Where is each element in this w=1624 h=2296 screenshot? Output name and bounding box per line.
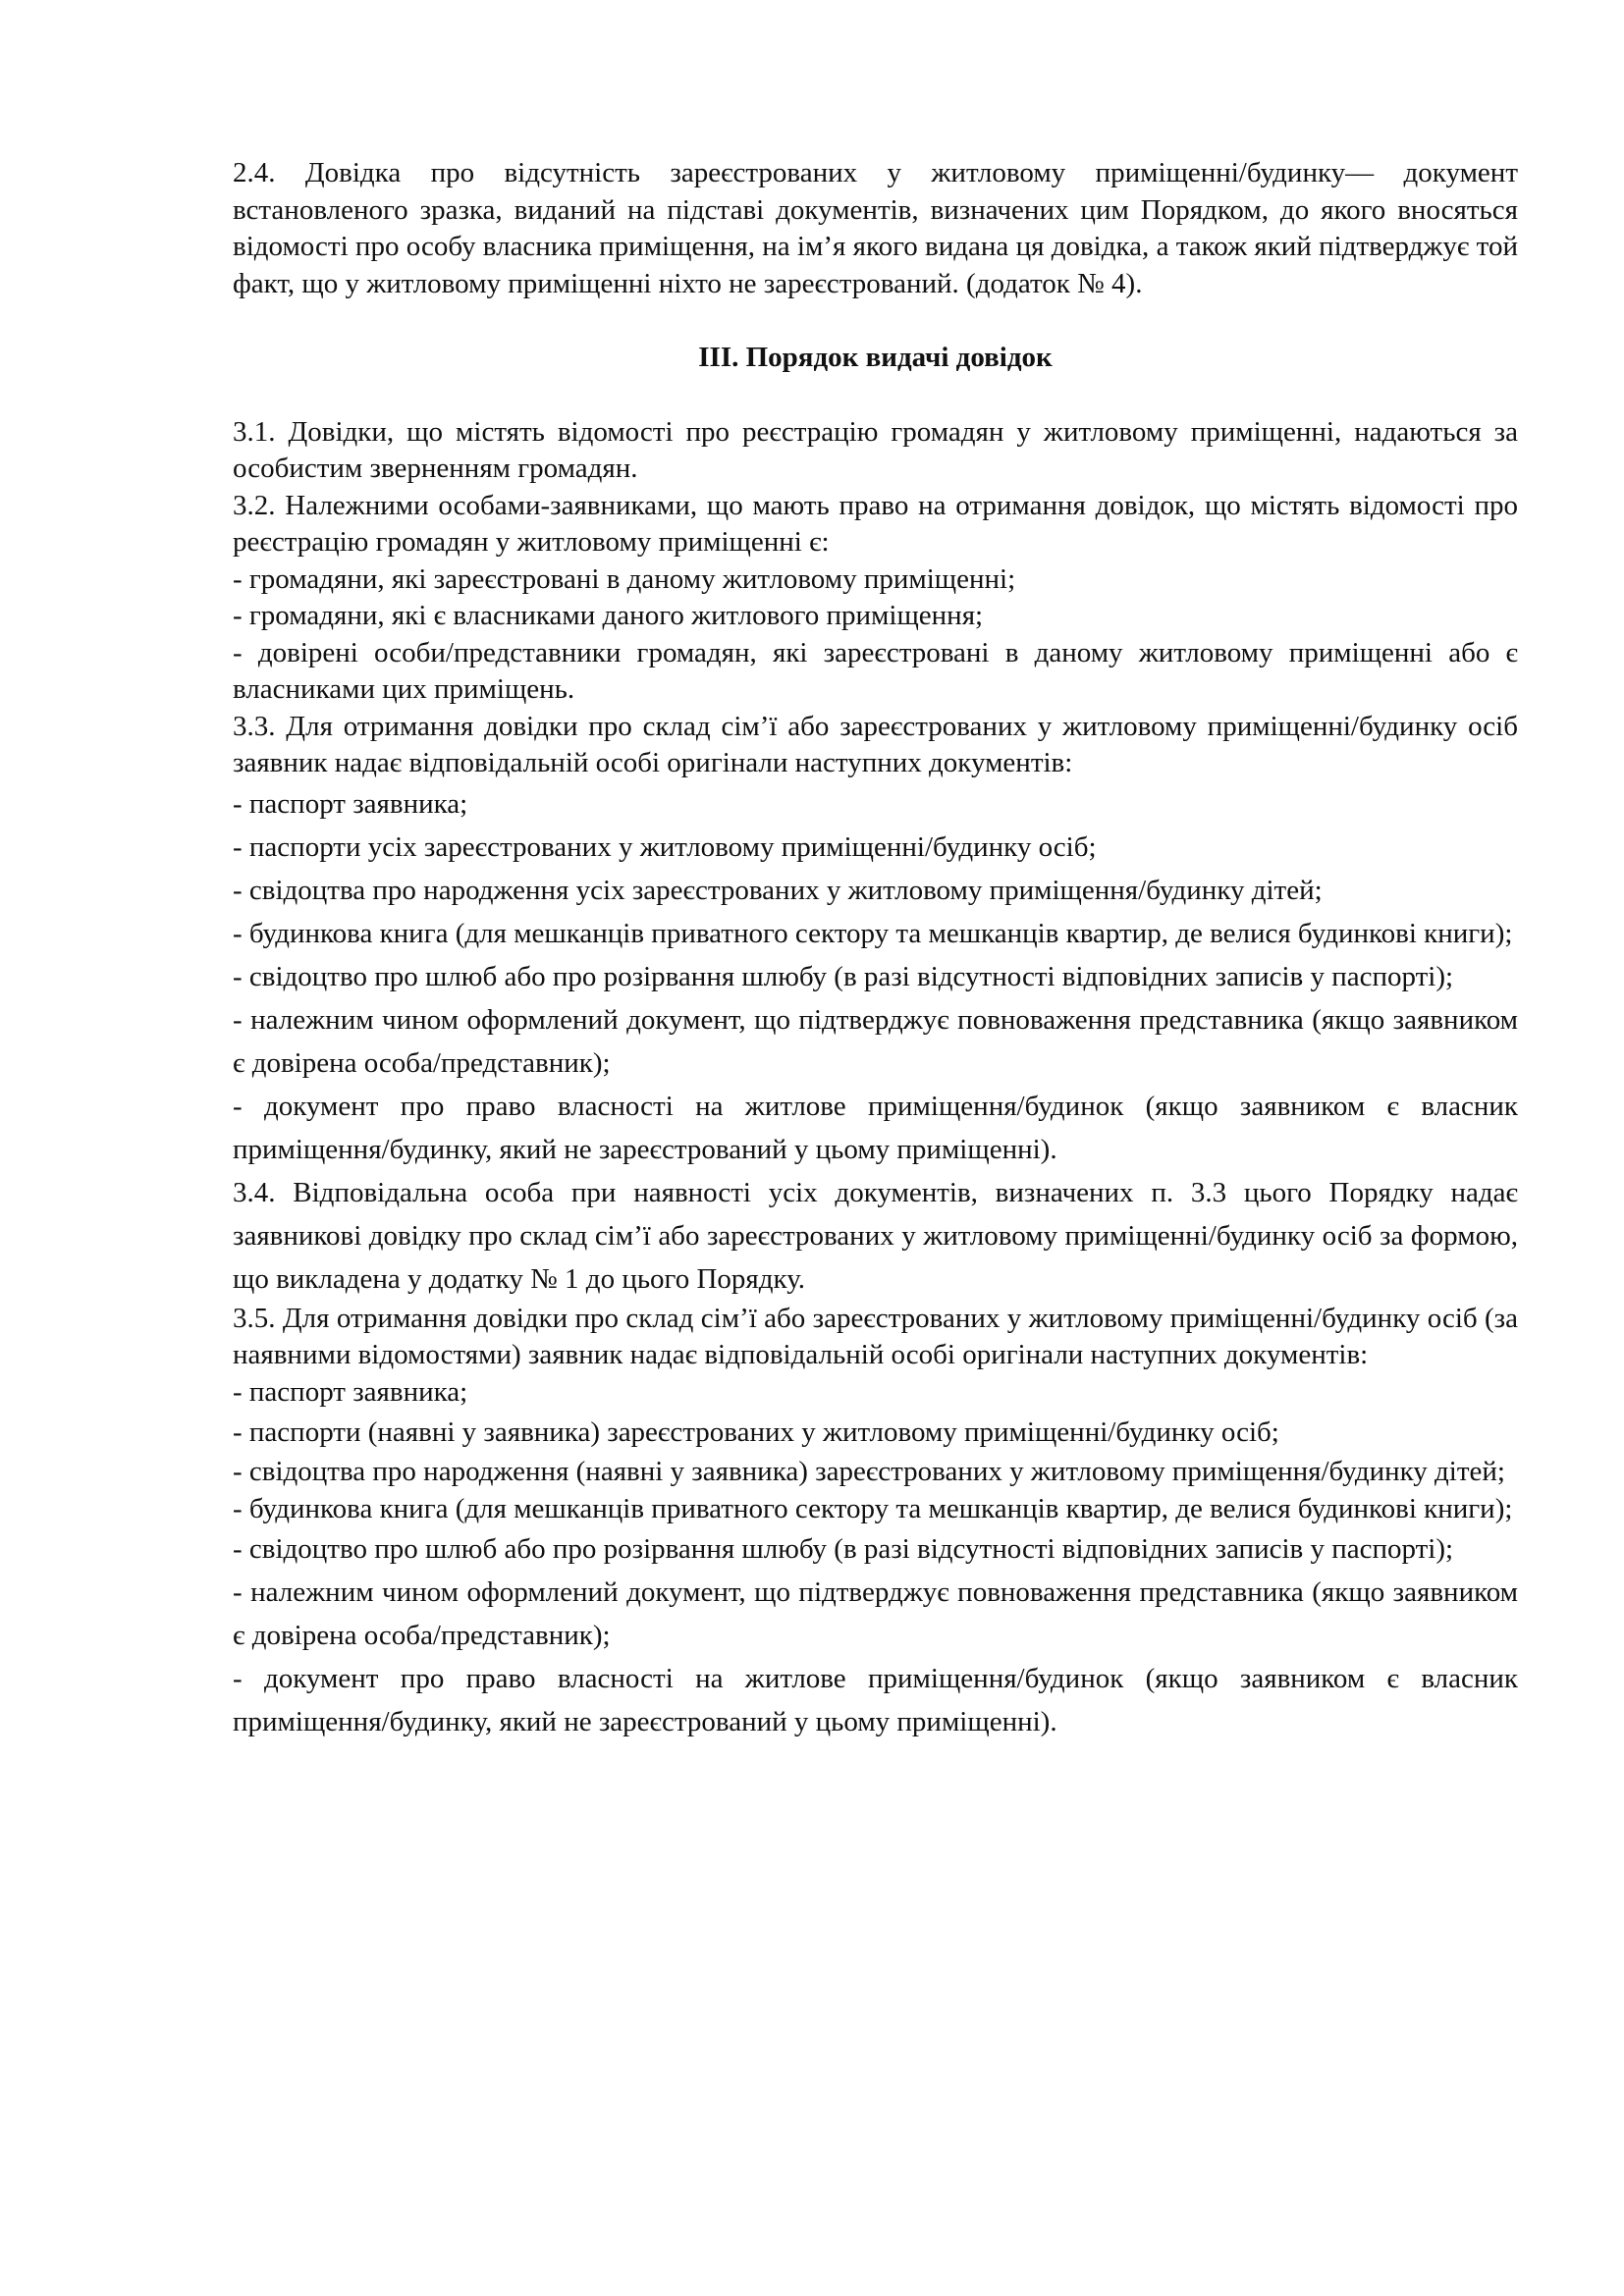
- paragraph-3-2: 3.2. Належними особами-заявниками, що мають право на отримання довідок, що містять відомості про реєстрацію громадян у житловому приміщенні є:: [233, 489, 1518, 558]
- paragraph-3-1: 3.1. Довідки, що містять відомості про реєстрацію громадян у житловому приміщенні, надаються за особистим зверненням громадян.: [233, 415, 1518, 484]
- paragraph-2-4: 2.4. Довідка про відсутність зареєстрованих у житловому приміщенні/будинку— документ встановленого зразка, виданий на підставі документів, визначених цим Порядком, до якого вносяться відомості про особу власника приміщення, на ім’я якого видана ця довідка, а також який підтверджує той факт, що у житловому приміщенні ніхто не зареєстрований. (додаток № 4).: [233, 157, 1518, 299]
- list-item-3-2-1: - громадяни, які зареєстровані в даному житловому приміщенні;: [233, 562, 1016, 595]
- list-item-3-5-7: - документ про право власності на житлове приміщення/будинок (якщо заявником є власник приміщення/будинку, який не зареєстрований у цьому приміщенні).: [233, 1663, 1518, 1737]
- list-item-3-3-6: - належним чином оформлений документ, що підтверджує повноваження представника (якщо заявником є довірена особа/представник);: [233, 1003, 1518, 1079]
- paragraph-3-3: 3.3. Для отримання довідки про склад сім’ї або зареєстрованих у житловому приміщенні/будинку осіб заявник надає відповідальній особі оригінали наступних документів:: [233, 710, 1518, 778]
- list-item-3-3-7: - документ про право власності на житлове приміщення/будинок (якщо заявником є власник приміщення/будинку, який не зареєстрований у цьому приміщенні).: [233, 1090, 1518, 1165]
- list-item-3-5-3: - свідоцтва про народження (наявні у заявника) зареєстрованих у житловому приміщення/будинку дітей;: [233, 1456, 1505, 1487]
- document-body: [233, 155, 1518, 1743]
- list-item-3-5-2: - паспорти (наявні у заявника) зареєстрованих у житловому приміщенні/будинку осіб;: [233, 1416, 1279, 1448]
- list-item-3-3-3: - свідоцтва про народження усіх зареєстрованих у житловому приміщення/будинку дітей;: [233, 874, 1323, 906]
- list-item-3-5-1: - паспорт заявника;: [233, 1375, 468, 1408]
- list-item-3-5-6: - належним чином оформлений документ, що підтверджує повноваження представника (якщо заявником є довірена особа/представник);: [233, 1576, 1518, 1651]
- list-item-3-2-2: - громадяни, які є власниками даного житлового приміщення;: [233, 600, 984, 631]
- list-item-3-3-4: - будинкова книга (для мешканців приватного сектору та мешканців квартир, де велися будинкові книги);: [233, 917, 1513, 949]
- list-item-3-5-5: - свідоцтво про шлюб або про розірвання шлюбу (в разі відсутності відповідних записів у паспорті);: [233, 1533, 1454, 1565]
- list-item-3-5-4: - будинкова книга (для мешканців приватного сектору та мешканців квартир, де велися будинкові книги);: [233, 1492, 1513, 1524]
- paragraph-3-5: 3.5. Для отримання довідки про склад сім’ї або зареєстрованих у житловому приміщенні/будинку осіб (за наявними відомостями) заявник надає відповідальній особі оригінали наступних документів:: [233, 1302, 1518, 1370]
- paragraph-3-4: 3.4. Відповідальна особа при наявності усіх документів, визначених п. 3.3 цього Порядку надає заявникові довідку про склад сім’ї або зареєстрованих у житловому приміщенні/будинку осіб за формою, що викладена у додатку № 1 до цього Порядку.: [233, 1176, 1518, 1295]
- list-item-3-2-3: - довірені особи/представники громадян, які зареєстровані в даному житловому приміщенні або є власниками цих приміщень.: [233, 636, 1518, 705]
- list-item-3-3-2: - паспорти усіх зареєстрованих у житловому приміщенні/будинку осіб;: [233, 830, 1097, 863]
- list-item-3-3-1: - паспорт заявника;: [233, 787, 468, 820]
- list-item-3-3-5: - свідоцтво про шлюб або про розірвання шлюбу (в разі відсутності відповідних записів у паспорті);: [233, 960, 1454, 992]
- section-3-heading: ІІІ. Порядок видачі довідок: [698, 342, 1053, 373]
